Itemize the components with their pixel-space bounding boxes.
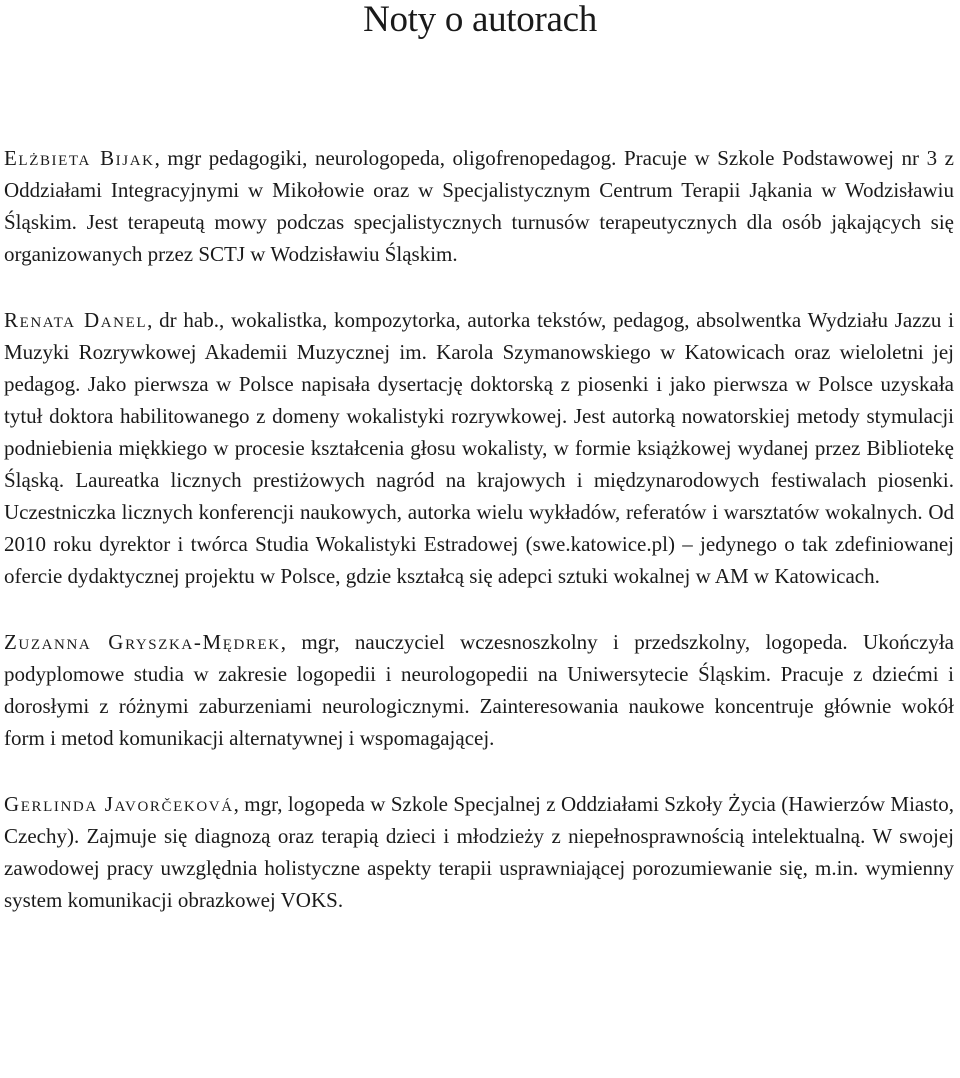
author-bio: , dr hab., wokalistka, kompozytorka, autorka tekstów, pedagog, absolwentka Wydziału Jazzu i Muzyki Rozrywkowej Akademii Muzycznej im. Karola Szymanowskiego w Katowicach oraz wieloletni jej pedagog. Jako pierwsza w Polsce napisała dysertację doktorską z piosenki i jako pierwsza w Polsce uzyskała tytuł doktora habilitowanego z domeny wokalistyki rozrywkowej. Jest autorką nowatorskiej metody stymulacji podniebienia miękkiego w procesie kształcenia głosu wokalisty, w formie książkowej wydanej przez Bibliotekę Śląską. Laureatka licznych prestiżowych nagród na krajowych i międzynarodowych festiwalach piosenki. Uczestniczka licznych konferencji naukowych, autorka wielu wykładów, referatów i warsztatów wokalnych. Od 2010 roku dyrektor i twórca Studia Wokalistyki Estradowej (swe.katowice.pl) – jedynego o tak zdefiniowanej ofercie dydaktycznej projektu w Polsce, gdzie kształcą się adepci sztuki wokalnej w AM w Katowicach.	[4, 308, 955, 588]
author-name: Elżbieta Bijak	[4, 146, 155, 170]
author-note-danel	[4, 304, 954, 592]
author-note-gryszka-medrek	[4, 626, 954, 754]
author-note-javorcekova	[4, 788, 954, 916]
author-name: Renata Danel	[4, 308, 148, 332]
author-bio: , mgr, nauczyciel wczesnoszkolny i przedszkolny, logopeda. Ukończyła podyplomowe studia w zakresie logopedii i neurologopedii na Uniwersytecie Śląskim. Pracuje z dziećmi i dorosłymi z różnymi zaburzeniami neurologicznymi. Zainteresowania naukowe koncentruje głównie wokół form i metod komunikacji alternatywnej i wspomagającej.	[4, 630, 954, 750]
author-bio: , mgr pedagogiki, neurologopeda, oligofrenopedagog. Pracuje w Szkole Podstawowej nr 3 z Oddziałami Integracyjnymi w Mikołowie oraz w Specjalistycznym Centrum Terapii Jąkania w Wodzisławiu Śląskim. Jest terapeutą mowy podczas specjalistycznych turnusów terapeutycznych dla osób jąkających się organizowanych przez SCTJ w Wodzisławiu Śląskim.	[4, 146, 954, 266]
author-bio: , mgr, logopeda w Szkole Specjalnej z Oddziałami Szkoły Życia (Hawierzów Miasto, Czechy). Zajmuje się diagnozą oraz terapią dzieci i młodzieży z niepełnosprawnością intelektualną. W swojej zawodowej pracy uwzględnia holistyczne aspekty terapii usprawniającej porozumiewanie się, m.in. wymienny system komunikacji obrazkowej VOKS.	[4, 792, 954, 912]
author-name: Gerlinda Javorčeková	[4, 792, 234, 816]
author-note-bijak	[4, 142, 954, 270]
author-notes-list	[4, 142, 954, 916]
page-title: Noty o autorach	[363, 0, 597, 40]
author-name: Zuzanna Gryszka-Mędrek	[4, 630, 281, 654]
